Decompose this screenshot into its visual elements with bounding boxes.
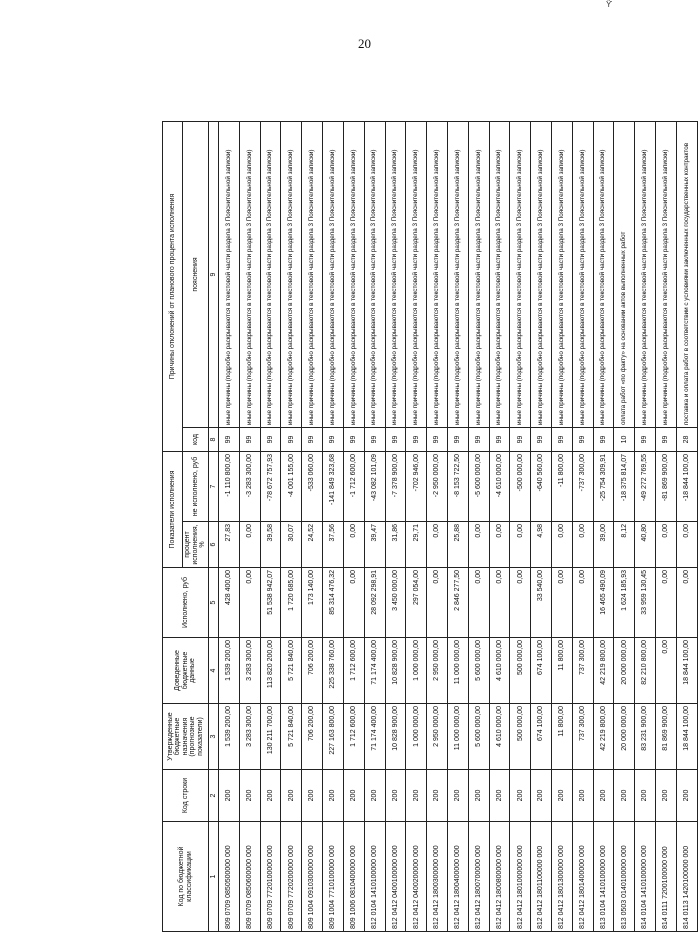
- column-index-row: [209, 121, 219, 931]
- cell-row-code: 200: [593, 770, 614, 822]
- cell-reason-code: 99: [489, 427, 510, 451]
- cell-not-executed: -49 272 769,55: [635, 451, 656, 521]
- column-index-cell: 4: [209, 638, 219, 704]
- cell-approved: 5 600 000,00: [468, 704, 489, 770]
- table-row: [281, 121, 302, 931]
- cell-reason-code: 99: [406, 427, 427, 451]
- cell-reason-code: 10: [614, 427, 635, 451]
- cell-percent: 0,00: [489, 522, 510, 568]
- cell-budget-code: 813 0104 1410100000 000: [593, 822, 614, 932]
- cell-percent: 0,00: [656, 522, 677, 568]
- cell-not-executed: -702 946,00: [406, 451, 427, 521]
- cell-reason: иные причины (подробно раскрываются в текстовой части раздела 3 Пояснительной записки): [364, 121, 385, 427]
- cell-limits: 71 174 400,00: [364, 638, 385, 704]
- cell-percent: 0,00: [676, 522, 697, 568]
- column-index-cell: 8: [209, 427, 219, 451]
- cell-reason-code: 99: [219, 427, 240, 451]
- cell-limits: 11 800,00: [552, 638, 573, 704]
- cell-executed: 173 140,00: [302, 568, 323, 638]
- table-row: [552, 121, 573, 931]
- cell-row-code: 200: [219, 770, 240, 822]
- cell-not-executed: -18 844 100,00: [676, 451, 697, 521]
- cell-reason: иные причины (подробно раскрываются в текстовой части раздела 3 Пояснительной записки): [219, 121, 240, 427]
- cell-executed: 0,00: [510, 568, 531, 638]
- cell-budget-code: 812 0412 1800800000 000: [489, 822, 510, 932]
- column-index-cell: 2: [209, 770, 219, 822]
- cell-reason: иные причины (подробно раскрываются в текстовой части раздела 3 Пояснительной записки): [468, 121, 489, 427]
- cell-approved: 227 163 800,00: [323, 704, 344, 770]
- column-index-cell: 6: [209, 522, 219, 568]
- cell-approved: 10 828 900,00: [385, 704, 406, 770]
- table-row: [531, 121, 552, 931]
- cell-not-executed: -4 001 155,00: [281, 451, 302, 521]
- table-row: [447, 121, 468, 931]
- cell-limits: 5 600 000,00: [468, 638, 489, 704]
- cell-not-executed: -141 849 323,68: [323, 451, 344, 521]
- cell-executed: 297 054,00: [406, 568, 427, 638]
- table-row: [219, 121, 240, 931]
- corner-mark: ϔ: [606, 0, 613, 9]
- cell-executed: 2 846 277,50: [447, 568, 468, 638]
- cell-not-executed: -737 300,00: [572, 451, 593, 521]
- cell-approved: 1 000 000,00: [406, 704, 427, 770]
- table-row: [510, 121, 531, 931]
- cell-budget-code: 809 0709 0850500000 000: [219, 822, 240, 932]
- cell-not-executed: -18 375 814,07: [614, 451, 635, 521]
- cell-reason-code: 99: [552, 427, 573, 451]
- cell-limits: 42 219 800,00: [593, 638, 614, 704]
- cell-approved: 5 721 840,00: [281, 704, 302, 770]
- cell-approved: 81 869 900,00: [656, 704, 677, 770]
- cell-budget-code: 812 0412 1801400000 000: [572, 822, 593, 932]
- header-row-code: Код строки: [163, 770, 209, 822]
- table-row: [656, 121, 677, 931]
- cell-reason: иные причины (подробно раскрываются в текстовой части раздела 3 Пояснительной записки): [552, 121, 573, 427]
- cell-reason: иные причины (подробно раскрываются в текстовой части раздела 3 Пояснительной записки): [447, 121, 468, 427]
- cell-budget-code: 809 0709 7720200000 000: [281, 822, 302, 932]
- cell-budget-code: 812 0412 1800300000 000: [427, 822, 448, 932]
- cell-approved: 11 000 000,00: [447, 704, 468, 770]
- cell-percent: 4,98: [531, 522, 552, 568]
- cell-not-executed: -11 800,00: [552, 451, 573, 521]
- table-row: [323, 121, 344, 931]
- cell-limits: 1 000 000,00: [406, 638, 427, 704]
- cell-budget-code: 813 0503 0140100000 000: [614, 822, 635, 932]
- cell-budget-code: 812 0412 1801000000 000: [510, 822, 531, 932]
- cell-reason: иные причины (подробно раскрываются в текстовой части раздела 3 Пояснительной записки): [385, 121, 406, 427]
- cell-limits: 11 000 000,00: [447, 638, 468, 704]
- cell-reason-code: 99: [572, 427, 593, 451]
- cell-percent: 39,58: [260, 522, 281, 568]
- cell-budget-code: 814 0104 1410100000 000: [635, 822, 656, 932]
- cell-executed: 1 720 685,00: [281, 568, 302, 638]
- cell-budget-code: 812 0412 1800700000 000: [468, 822, 489, 932]
- cell-limits: 113 820 200,00: [260, 638, 281, 704]
- cell-row-code: 200: [281, 770, 302, 822]
- cell-executed: 0,00: [343, 568, 364, 638]
- cell-percent: 30,07: [281, 522, 302, 568]
- cell-reason-code: 99: [468, 427, 489, 451]
- cell-percent: 37,56: [323, 522, 344, 568]
- cell-not-executed: -1 110 800,00: [219, 451, 240, 521]
- cell-budget-code: 812 0412 1801300000 000: [552, 822, 573, 932]
- cell-reason-code: 99: [510, 427, 531, 451]
- cell-row-code: 200: [260, 770, 281, 822]
- cell-reason-code: 99: [302, 427, 323, 451]
- cell-executed: 51 538 942,07: [260, 568, 281, 638]
- cell-limits: 674 100,00: [531, 638, 552, 704]
- cell-not-executed: -78 672 757,93: [260, 451, 281, 521]
- page-number: 20: [358, 36, 371, 51]
- table-row: [302, 121, 323, 931]
- column-index-cell: 1: [209, 822, 219, 932]
- header-performance-group: Показатели исполнения: [163, 451, 183, 567]
- cell-reason: иные причины (подробно раскрываются в текстовой части раздела 3 Пояснительной записки): [656, 121, 677, 427]
- cell-reason: иные причины (подробно раскрываются в текстовой части раздела 3 Пояснительной записки): [343, 121, 364, 427]
- cell-budget-code: 809 1004 7710100000 000: [323, 822, 344, 932]
- cell-reason-code: 99: [385, 427, 406, 451]
- cell-percent: 8,12: [614, 522, 635, 568]
- table-row: [614, 121, 635, 931]
- cell-row-code: 200: [427, 770, 448, 822]
- cell-percent: 39,00: [593, 522, 614, 568]
- cell-percent: 0,00: [468, 522, 489, 568]
- cell-percent: 0,00: [427, 522, 448, 568]
- cell-executed: 85 314 476,32: [323, 568, 344, 638]
- cell-approved: 18 844 100,00: [676, 704, 697, 770]
- table-row: [364, 121, 385, 931]
- header-limits: Доведенные бюджетные данные: [163, 638, 209, 704]
- cell-row-code: 200: [531, 770, 552, 822]
- cell-reason: иные причины (подробно раскрываются в текстовой части раздела 3 Пояснительной записки): [427, 121, 448, 427]
- cell-executed: 0,00: [427, 568, 448, 638]
- header-executed: Исполнено, руб: [163, 568, 209, 638]
- cell-executed: 428 400,00: [219, 568, 240, 638]
- cell-reason-code: 99: [656, 427, 677, 451]
- cell-executed: 0,00: [656, 568, 677, 638]
- cell-percent: 27,83: [219, 522, 240, 568]
- cell-row-code: 200: [468, 770, 489, 822]
- cell-row-code: 200: [447, 770, 468, 822]
- cell-limits: 20 000 000,00: [614, 638, 635, 704]
- table-row: [260, 121, 281, 931]
- cell-executed: 33 540,00: [531, 568, 552, 638]
- cell-executed: 0,00: [552, 568, 573, 638]
- cell-percent: 39,47: [364, 522, 385, 568]
- cell-not-executed: -640 560,00: [531, 451, 552, 521]
- header-reasons-group: Причины отклонений от планового процента исполнения: [163, 121, 183, 451]
- cell-reason: иные причины (подробно раскрываются в текстовой части раздела 3 Пояснительной записки): [572, 121, 593, 427]
- table-row: [343, 121, 364, 931]
- cell-reason: иные причины (подробно раскрываются в текстовой части раздела 3 Пояснительной записки): [260, 121, 281, 427]
- cell-reason: оплата работ «по факту» на основании актов выполненных работ: [614, 121, 635, 427]
- cell-limits: 1 712 600,00: [343, 638, 364, 704]
- header-approved: Утвержденные бюджетные назначения (прогнозные показатели): [163, 704, 209, 770]
- table-row: [572, 121, 593, 931]
- cell-approved: 11 800,00: [552, 704, 573, 770]
- cell-budget-code: 814 0111 7200100000 000: [656, 822, 677, 932]
- cell-budget-code: 809 1006 0810400000 000: [343, 822, 364, 932]
- table-body: [219, 121, 698, 931]
- cell-not-executed: -25 754 309,91: [593, 451, 614, 521]
- cell-reason-code: 99: [364, 427, 385, 451]
- cell-executed: 0,00: [572, 568, 593, 638]
- column-index-cell: 7: [209, 451, 219, 521]
- cell-row-code: 200: [510, 770, 531, 822]
- cell-approved: 706 200,00: [302, 704, 323, 770]
- cell-limits: 82 210 800,00: [635, 638, 656, 704]
- cell-reason: иные причины (подробно раскрываются в текстовой части раздела 3 Пояснительной записки): [406, 121, 427, 427]
- header-not-executed: не исполнено, руб: [183, 451, 209, 521]
- cell-limits: 3 283 300,00: [239, 638, 260, 704]
- cell-executed: 0,00: [468, 568, 489, 638]
- cell-limits: 1 539 200,00: [219, 638, 240, 704]
- column-index-cell: 3: [209, 704, 219, 770]
- header-reason-code: код: [183, 427, 209, 451]
- cell-executed: 3 450 000,00: [385, 568, 406, 638]
- cell-budget-code: 812 0412 1800400000 000: [447, 822, 468, 932]
- cell-row-code: 200: [343, 770, 364, 822]
- cell-reason: иные причины (подробно раскрываются в текстовой части раздела 3 Пояснительной записки): [510, 121, 531, 427]
- cell-limits: 2 950 000,00: [427, 638, 448, 704]
- cell-reason: иные причины (подробно раскрываются в текстовой части раздела 3 Пояснительной записки): [239, 121, 260, 427]
- cell-reason-code: 99: [531, 427, 552, 451]
- rotated-table-wrapper: [162, 61, 698, 929]
- cell-reason-code: 99: [635, 427, 656, 451]
- cell-reason: иные причины (подробно раскрываются в текстовой части раздела 3 Пояснительной записки): [323, 121, 344, 427]
- cell-row-code: 200: [406, 770, 427, 822]
- cell-approved: 71 174 400,00: [364, 704, 385, 770]
- cell-not-executed: -8 153 722,50: [447, 451, 468, 521]
- header-explanation: пояснения: [183, 121, 209, 427]
- cell-approved: 500 000,00: [510, 704, 531, 770]
- cell-reason-code: 99: [447, 427, 468, 451]
- cell-approved: 42 219 800,00: [593, 704, 614, 770]
- cell-reason: иные причины (подробно раскрываются в текстовой части раздела 3 Пояснительной записки): [489, 121, 510, 427]
- cell-limits: 500 000,00: [510, 638, 531, 704]
- cell-row-code: 200: [635, 770, 656, 822]
- cell-reason-code: 99: [239, 427, 260, 451]
- cell-percent: 40,80: [635, 522, 656, 568]
- cell-budget-code: 814 0113 1420100000 000: [676, 822, 697, 932]
- cell-percent: 0,00: [572, 522, 593, 568]
- cell-approved: 3 283 300,00: [239, 704, 260, 770]
- cell-not-executed: -500 000,00: [510, 451, 531, 521]
- cell-limits: 706 200,00: [302, 638, 323, 704]
- cell-limits: 225 338 760,00: [323, 638, 344, 704]
- cell-row-code: 200: [364, 770, 385, 822]
- table-row: [427, 121, 448, 931]
- cell-row-code: 200: [552, 770, 573, 822]
- table-row: [676, 121, 697, 931]
- cell-percent: 31,86: [385, 522, 406, 568]
- cell-row-code: 200: [239, 770, 260, 822]
- cell-percent: 29,71: [406, 522, 427, 568]
- cell-reason-code: 99: [281, 427, 302, 451]
- cell-budget-code: 812 0412 0400200000 000: [406, 822, 427, 932]
- table-rotator: [162, 122, 698, 932]
- cell-approved: 2 950 000,00: [427, 704, 448, 770]
- budget-execution-table: [162, 121, 698, 932]
- cell-reason: иные причины (подробно раскрываются в текстовой части раздела 3 Пояснительной записки): [531, 121, 552, 427]
- table-row: [635, 121, 656, 931]
- table-row: [593, 121, 614, 931]
- cell-approved: 130 211 700,00: [260, 704, 281, 770]
- cell-approved: 674 100,00: [531, 704, 552, 770]
- cell-not-executed: -5 600 000,00: [468, 451, 489, 521]
- cell-approved: 737 300,00: [572, 704, 593, 770]
- cell-approved: 1 712 600,00: [343, 704, 364, 770]
- cell-limits: 737 300,00: [572, 638, 593, 704]
- cell-approved: 83 231 900,00: [635, 704, 656, 770]
- cell-reason: иные причины (подробно раскрываются в текстовой части раздела 3 Пояснительной записки): [593, 121, 614, 427]
- cell-not-executed: -81 869 900,00: [656, 451, 677, 521]
- cell-row-code: 200: [676, 770, 697, 822]
- cell-row-code: 200: [489, 770, 510, 822]
- cell-reason: иные причины (подробно раскрываются в текстовой части раздела 3 Пояснительной записки): [635, 121, 656, 427]
- cell-executed: 0,00: [676, 568, 697, 638]
- cell-reason-code: 99: [427, 427, 448, 451]
- column-index-cell: 9: [209, 121, 219, 427]
- cell-reason-code: 99: [260, 427, 281, 451]
- column-index-cell: 5: [209, 568, 219, 638]
- cell-row-code: 200: [572, 770, 593, 822]
- cell-not-executed: -7 378 900,00: [385, 451, 406, 521]
- cell-not-executed: -3 283 300,00: [239, 451, 260, 521]
- header-percent: процент исполнения, %: [183, 522, 209, 568]
- cell-budget-code: 809 0709 7720100000 000: [260, 822, 281, 932]
- cell-not-executed: -1 712 600,00: [343, 451, 364, 521]
- cell-limits: 0,00: [656, 638, 677, 704]
- cell-limits: 18 844 100,00: [676, 638, 697, 704]
- cell-not-executed: -533 060,00: [302, 451, 323, 521]
- table-row: [468, 121, 489, 931]
- table-row: [406, 121, 427, 931]
- cell-reason-code: 99: [323, 427, 344, 451]
- table-row: [239, 121, 260, 931]
- cell-executed: 28 092 298,91: [364, 568, 385, 638]
- cell-approved: 1 539 200,00: [219, 704, 240, 770]
- table-row: [489, 121, 510, 931]
- cell-budget-code: 812 0412 1801100000 000: [531, 822, 552, 932]
- cell-approved: 4 610 000,00: [489, 704, 510, 770]
- cell-percent: 0,00: [239, 522, 260, 568]
- cell-not-executed: -4 610 000,00: [489, 451, 510, 521]
- cell-executed: 33 959 130,45: [635, 568, 656, 638]
- cell-budget-code: 809 0709 0850600000 000: [239, 822, 260, 932]
- cell-percent: 0,00: [510, 522, 531, 568]
- cell-limits: 4 610 000,00: [489, 638, 510, 704]
- cell-executed: 16 465 490,09: [593, 568, 614, 638]
- cell-reason-code: 99: [343, 427, 364, 451]
- cell-executed: 0,00: [239, 568, 260, 638]
- cell-reason: иные причины (подробно раскрываются в текстовой части раздела 3 Пояснительной записки): [302, 121, 323, 427]
- cell-percent: 0,00: [343, 522, 364, 568]
- table-row: [385, 121, 406, 931]
- cell-approved: 20 000 000,00: [614, 704, 635, 770]
- cell-not-executed: -2 950 000,00: [427, 451, 448, 521]
- header-code-classification: Код по бюджетной классификации: [163, 822, 209, 932]
- cell-percent: 0,00: [552, 522, 573, 568]
- cell-budget-code: 809 1004 0910300000 000: [302, 822, 323, 932]
- cell-limits: 5 721 840,00: [281, 638, 302, 704]
- cell-row-code: 200: [302, 770, 323, 822]
- cell-row-code: 200: [656, 770, 677, 822]
- cell-percent: 25,88: [447, 522, 468, 568]
- cell-reason-code: 28: [676, 427, 697, 451]
- cell-reason: поставка и оплата работ в соответствии с условиями заключенных государственных контрактов: [676, 121, 697, 427]
- cell-row-code: 200: [323, 770, 344, 822]
- cell-percent: 24,52: [302, 522, 323, 568]
- cell-row-code: 200: [385, 770, 406, 822]
- cell-budget-code: 812 0412 0400100000 000: [385, 822, 406, 932]
- cell-limits: 10 828 900,00: [385, 638, 406, 704]
- cell-reason: иные причины (подробно раскрываются в текстовой части раздела 3 Пояснительной записки): [281, 121, 302, 427]
- cell-row-code: 200: [614, 770, 635, 822]
- cell-executed: 0,00: [489, 568, 510, 638]
- cell-not-executed: -43 082 101,09: [364, 451, 385, 521]
- cell-executed: 1 624 185,93: [614, 568, 635, 638]
- cell-reason-code: 99: [593, 427, 614, 451]
- cell-budget-code: 812 0104 1410100000 000: [364, 822, 385, 932]
